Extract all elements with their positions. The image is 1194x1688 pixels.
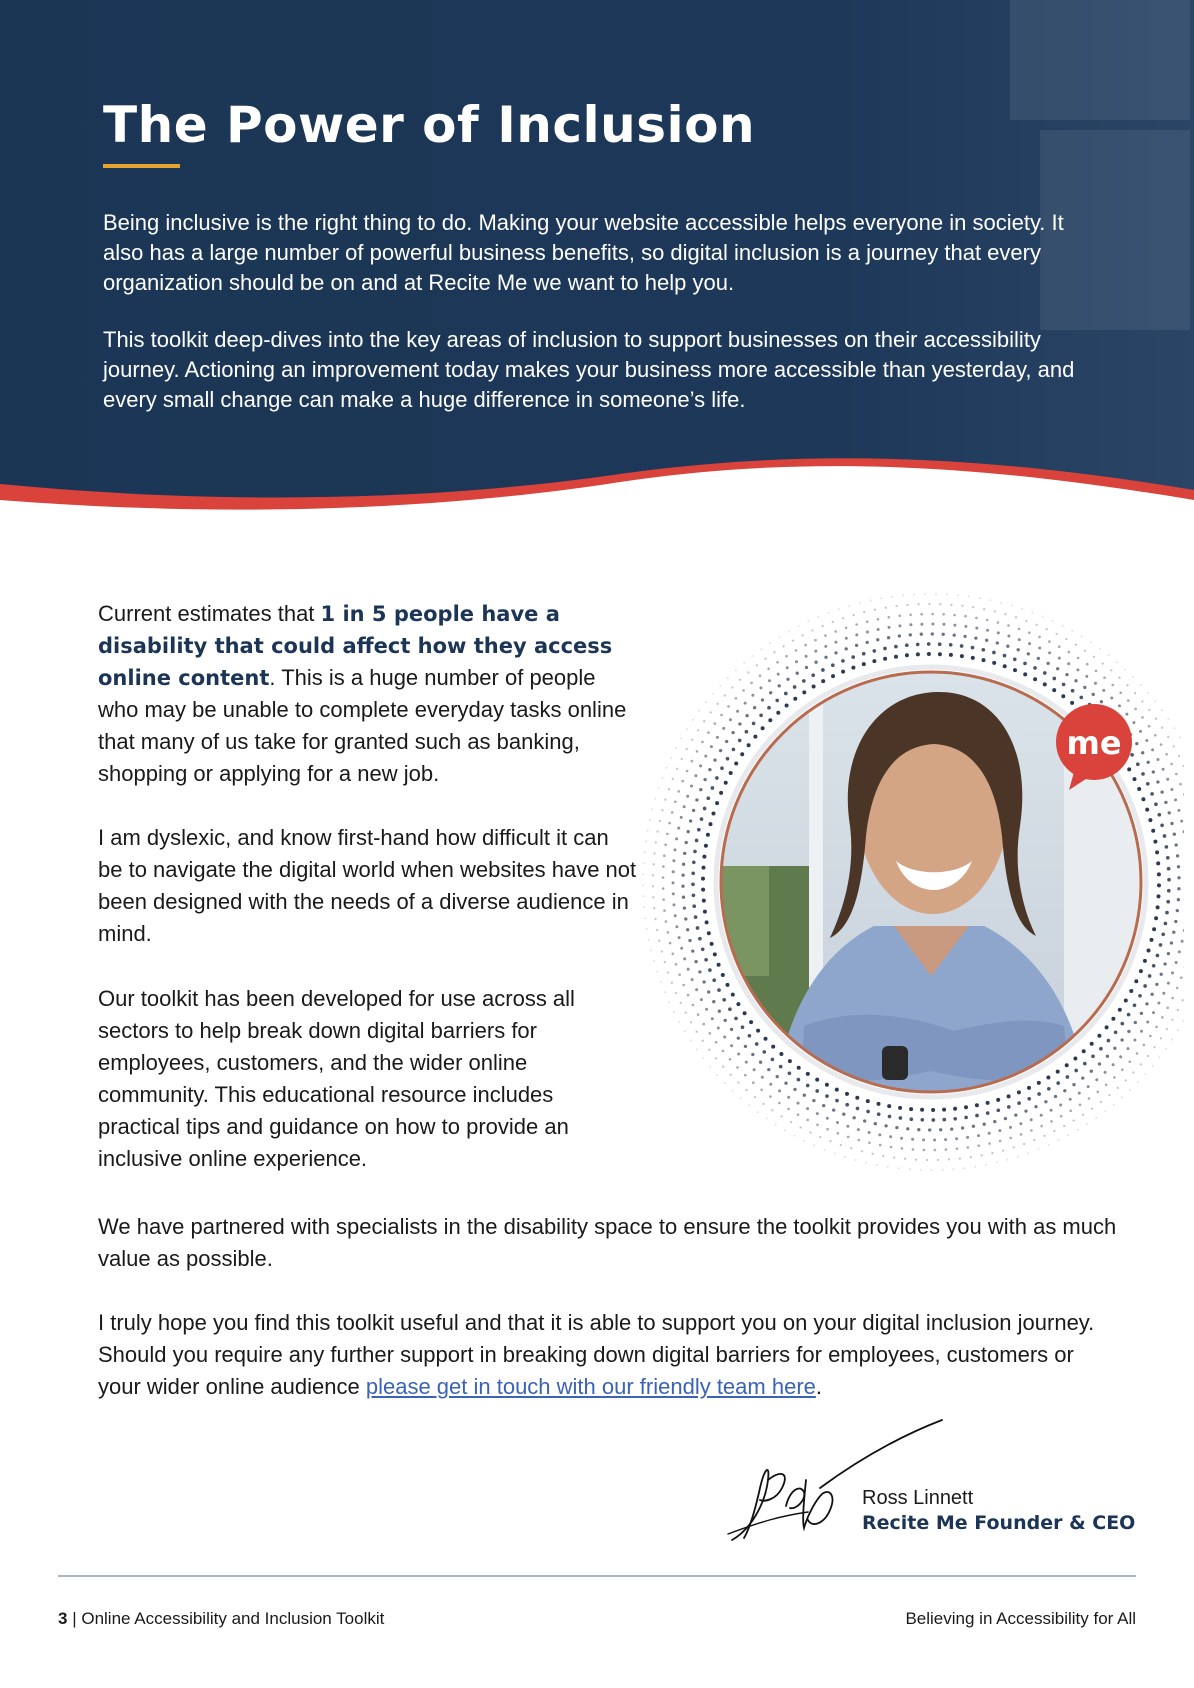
paragraph-5-end: . xyxy=(815,1374,823,1399)
hero-paragraph-2: This toolkit deep-dives into the key areas of inclusion to support businesses on their accessibility journey. Actioning an improvement today makes your business more accessible than yesterday, and every small change can make a huge difference in someone’s life. xyxy=(103,327,1075,412)
body-paragraph-4: We have partnered with specialists in the disability space to ensure the toolkit provides you with as much value as possible. xyxy=(98,1214,1117,1271)
footer-separator: | xyxy=(67,1609,82,1628)
badge-text: me xyxy=(1066,724,1122,762)
body-paragraph-5 xyxy=(98,1307,1118,1403)
body-paragraph-1 xyxy=(98,598,638,790)
document-title: Online Accessibility and Inclusion Toolkit xyxy=(81,1609,385,1628)
body-paragraph-2: I am dyslexic, and know first-hand how difficult it can be to navigate the digital world when websites have not been designed with the needs of a diverse audience in mind. xyxy=(98,825,637,946)
hero-paragraph-1: Being inclusive is the right thing to do. Making your website accessible helps everyone in society. It also has a large number of powerful business benefits, so digital inclusion is a journey that every organization should be on and at Recite Me we want to help you. xyxy=(103,210,1064,295)
footer-left xyxy=(58,1609,384,1629)
contact-team-link[interactable]: please get in touch with our friendly team here xyxy=(365,1374,816,1399)
portrait-illustration xyxy=(624,576,1184,1196)
statistic-highlight: 1 in 5 people have a disability that could affect how they access online content xyxy=(98,602,613,690)
signatory-name: Ross Linnett xyxy=(862,1487,974,1509)
page-number: 3 xyxy=(58,1609,68,1628)
hero-banner xyxy=(0,0,1194,560)
body-paragraph-3: Our toolkit has been developed for use across all sectors to help break down digital barriers for employees, customers, and the wider online community. This educational resource includes practical tips and guidance on how to provide an inclusive online experience. xyxy=(98,986,575,1171)
page-title: The Power of Inclusion xyxy=(103,96,756,154)
title-underline xyxy=(103,164,180,168)
ceo-signature xyxy=(720,1410,950,1560)
footer-divider xyxy=(58,1575,1136,1577)
footer-tagline: Believing in Accessibility for All xyxy=(905,1609,1136,1628)
signatory-role: Recite Me Founder & CEO xyxy=(862,1512,1136,1534)
ceo-portrait-graphic xyxy=(624,576,1184,1196)
paragraph-1-lead: Current estimates that xyxy=(98,601,321,626)
paragraph-1-rest: . This is a huge number of people who may be unable to complete everyday tasks online that many of us take for granted such as banking, shopping or applying for a new job. xyxy=(98,665,627,786)
paragraph-5-text: I truly hope you find this toolkit useful and that it is able to support you on your digital inclusion journey. Should you require any further support in breaking down digital barriers for employees, customers or your wider online audience xyxy=(98,1310,1095,1399)
